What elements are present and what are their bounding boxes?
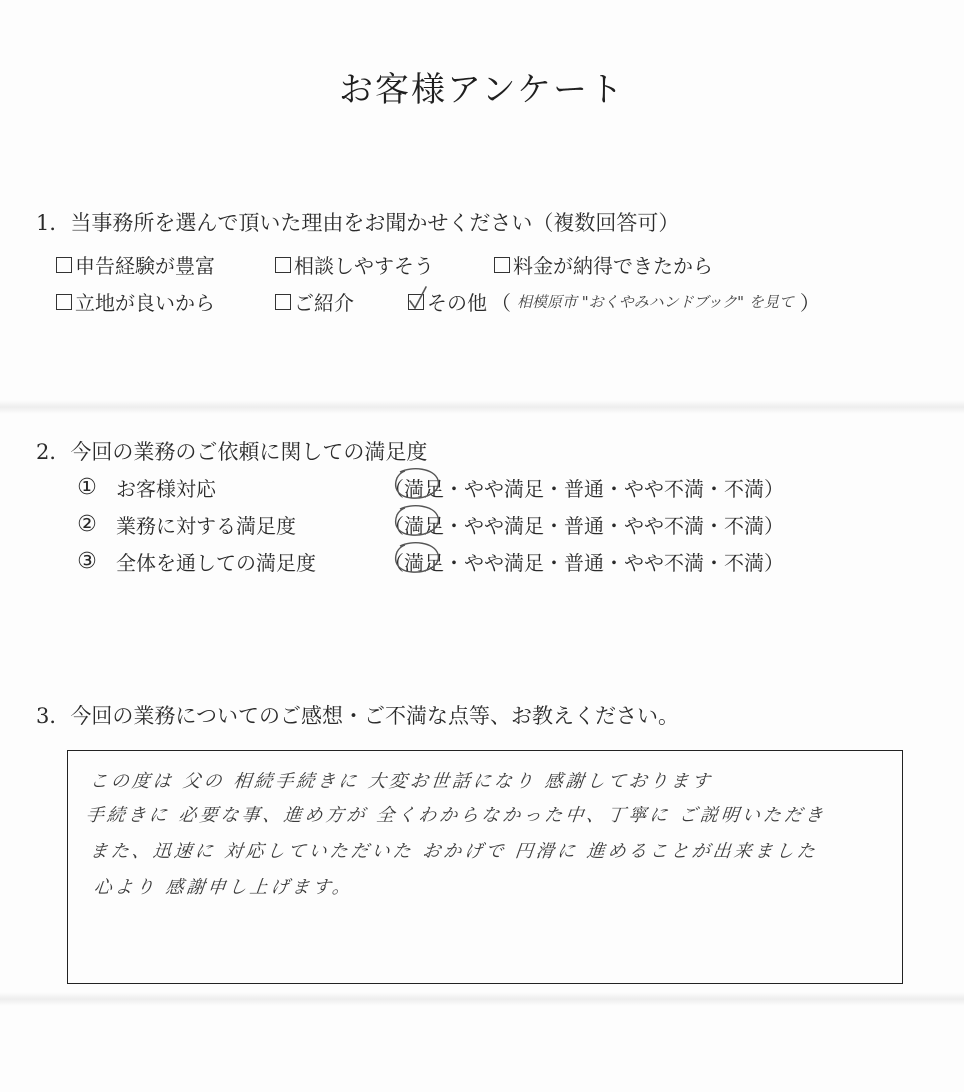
- scale-options: ・やや満足・普通・やや不満・不満）: [444, 551, 784, 575]
- scale-options: ・やや満足・普通・やや不満・不満）: [444, 514, 784, 538]
- option-label: 相談しやすそう: [294, 254, 434, 278]
- comment-line: また、迅速に 対応していただいた おかげで 円滑に 進めることが出来ました: [88, 841, 819, 862]
- checkmark-icon: [407, 285, 429, 311]
- selected-answer: 満足: [404, 477, 444, 501]
- option-location[interactable]: [56, 287, 215, 316]
- option-fee[interactable]: [494, 250, 713, 279]
- scale-open-paren: （: [384, 477, 404, 501]
- comment-box[interactable]: [67, 750, 903, 984]
- selected-answer: 満足: [404, 514, 444, 538]
- q2-row-3: [76, 547, 316, 576]
- option-label: 料金が納得できたから: [513, 254, 713, 278]
- question-2: 2．今回の業務のご依頼に関しての満足度: [36, 440, 428, 464]
- scale-open-paren: （: [384, 514, 404, 538]
- other-close-paren: ）: [799, 291, 820, 315]
- q2-scale-3[interactable]: [384, 547, 784, 576]
- checkbox[interactable]: [275, 257, 291, 273]
- option-experience[interactable]: [56, 250, 215, 279]
- hand-circle-mark: [392, 466, 442, 502]
- q2-scale-2[interactable]: [384, 510, 784, 539]
- checkbox[interactable]: [494, 257, 510, 273]
- circled-number: ③: [77, 548, 97, 574]
- question-3: 3．今回の業務についてのご感想・ご不満な点等、お教えください。: [36, 704, 679, 728]
- option-label: その他: [427, 291, 487, 315]
- hand-circle-mark: [392, 540, 442, 576]
- hand-circle-mark: [392, 503, 442, 539]
- question-1: 1．当事務所を選んで頂いた理由をお聞かせください（複数回答可）: [36, 211, 680, 235]
- checkbox-checked[interactable]: [408, 294, 424, 310]
- option-label: ご紹介: [294, 291, 354, 315]
- scale-options: ・やや満足・普通・やや不満・不満）: [444, 477, 784, 501]
- q2-row-2: [76, 510, 296, 539]
- scale-open-paren: （: [384, 551, 404, 575]
- option-other[interactable]: [408, 287, 820, 316]
- survey-title: お客様アンケート: [339, 70, 625, 110]
- selected-answer: 満足: [404, 551, 444, 575]
- comment-line: 心より 感謝申し上げます。: [92, 877, 355, 898]
- q2-item-label: 全体を通しての満足度: [116, 551, 316, 575]
- comment-line: 手続きに 必要な事、進め方が 全くわからなかった中、丁寧に ご説明いただき: [84, 805, 828, 826]
- option-label: 申告経験が豊富: [75, 254, 215, 278]
- option-referral[interactable]: [275, 287, 354, 316]
- comment-line: この度は 父の 相続手続きに 大変お世話になり 感謝しております: [88, 771, 714, 792]
- q2-item-label: 業務に対する満足度: [116, 514, 296, 538]
- option-label: 立地が良いから: [75, 291, 215, 315]
- other-open-paren: （: [491, 291, 511, 315]
- checkbox[interactable]: [275, 294, 291, 310]
- circled-number: ②: [77, 511, 97, 537]
- option-easy-to-consult[interactable]: [275, 250, 434, 279]
- checkbox[interactable]: [56, 257, 72, 273]
- q2-scale-1[interactable]: [384, 473, 784, 502]
- other-handwritten-text: 相模原市 "おくやみハンドブック" を見て: [517, 293, 794, 311]
- q2-item-label: お客様対応: [116, 477, 216, 501]
- q2-row-1: [76, 473, 216, 502]
- checkbox[interactable]: [56, 294, 72, 310]
- circled-number: ①: [77, 474, 97, 500]
